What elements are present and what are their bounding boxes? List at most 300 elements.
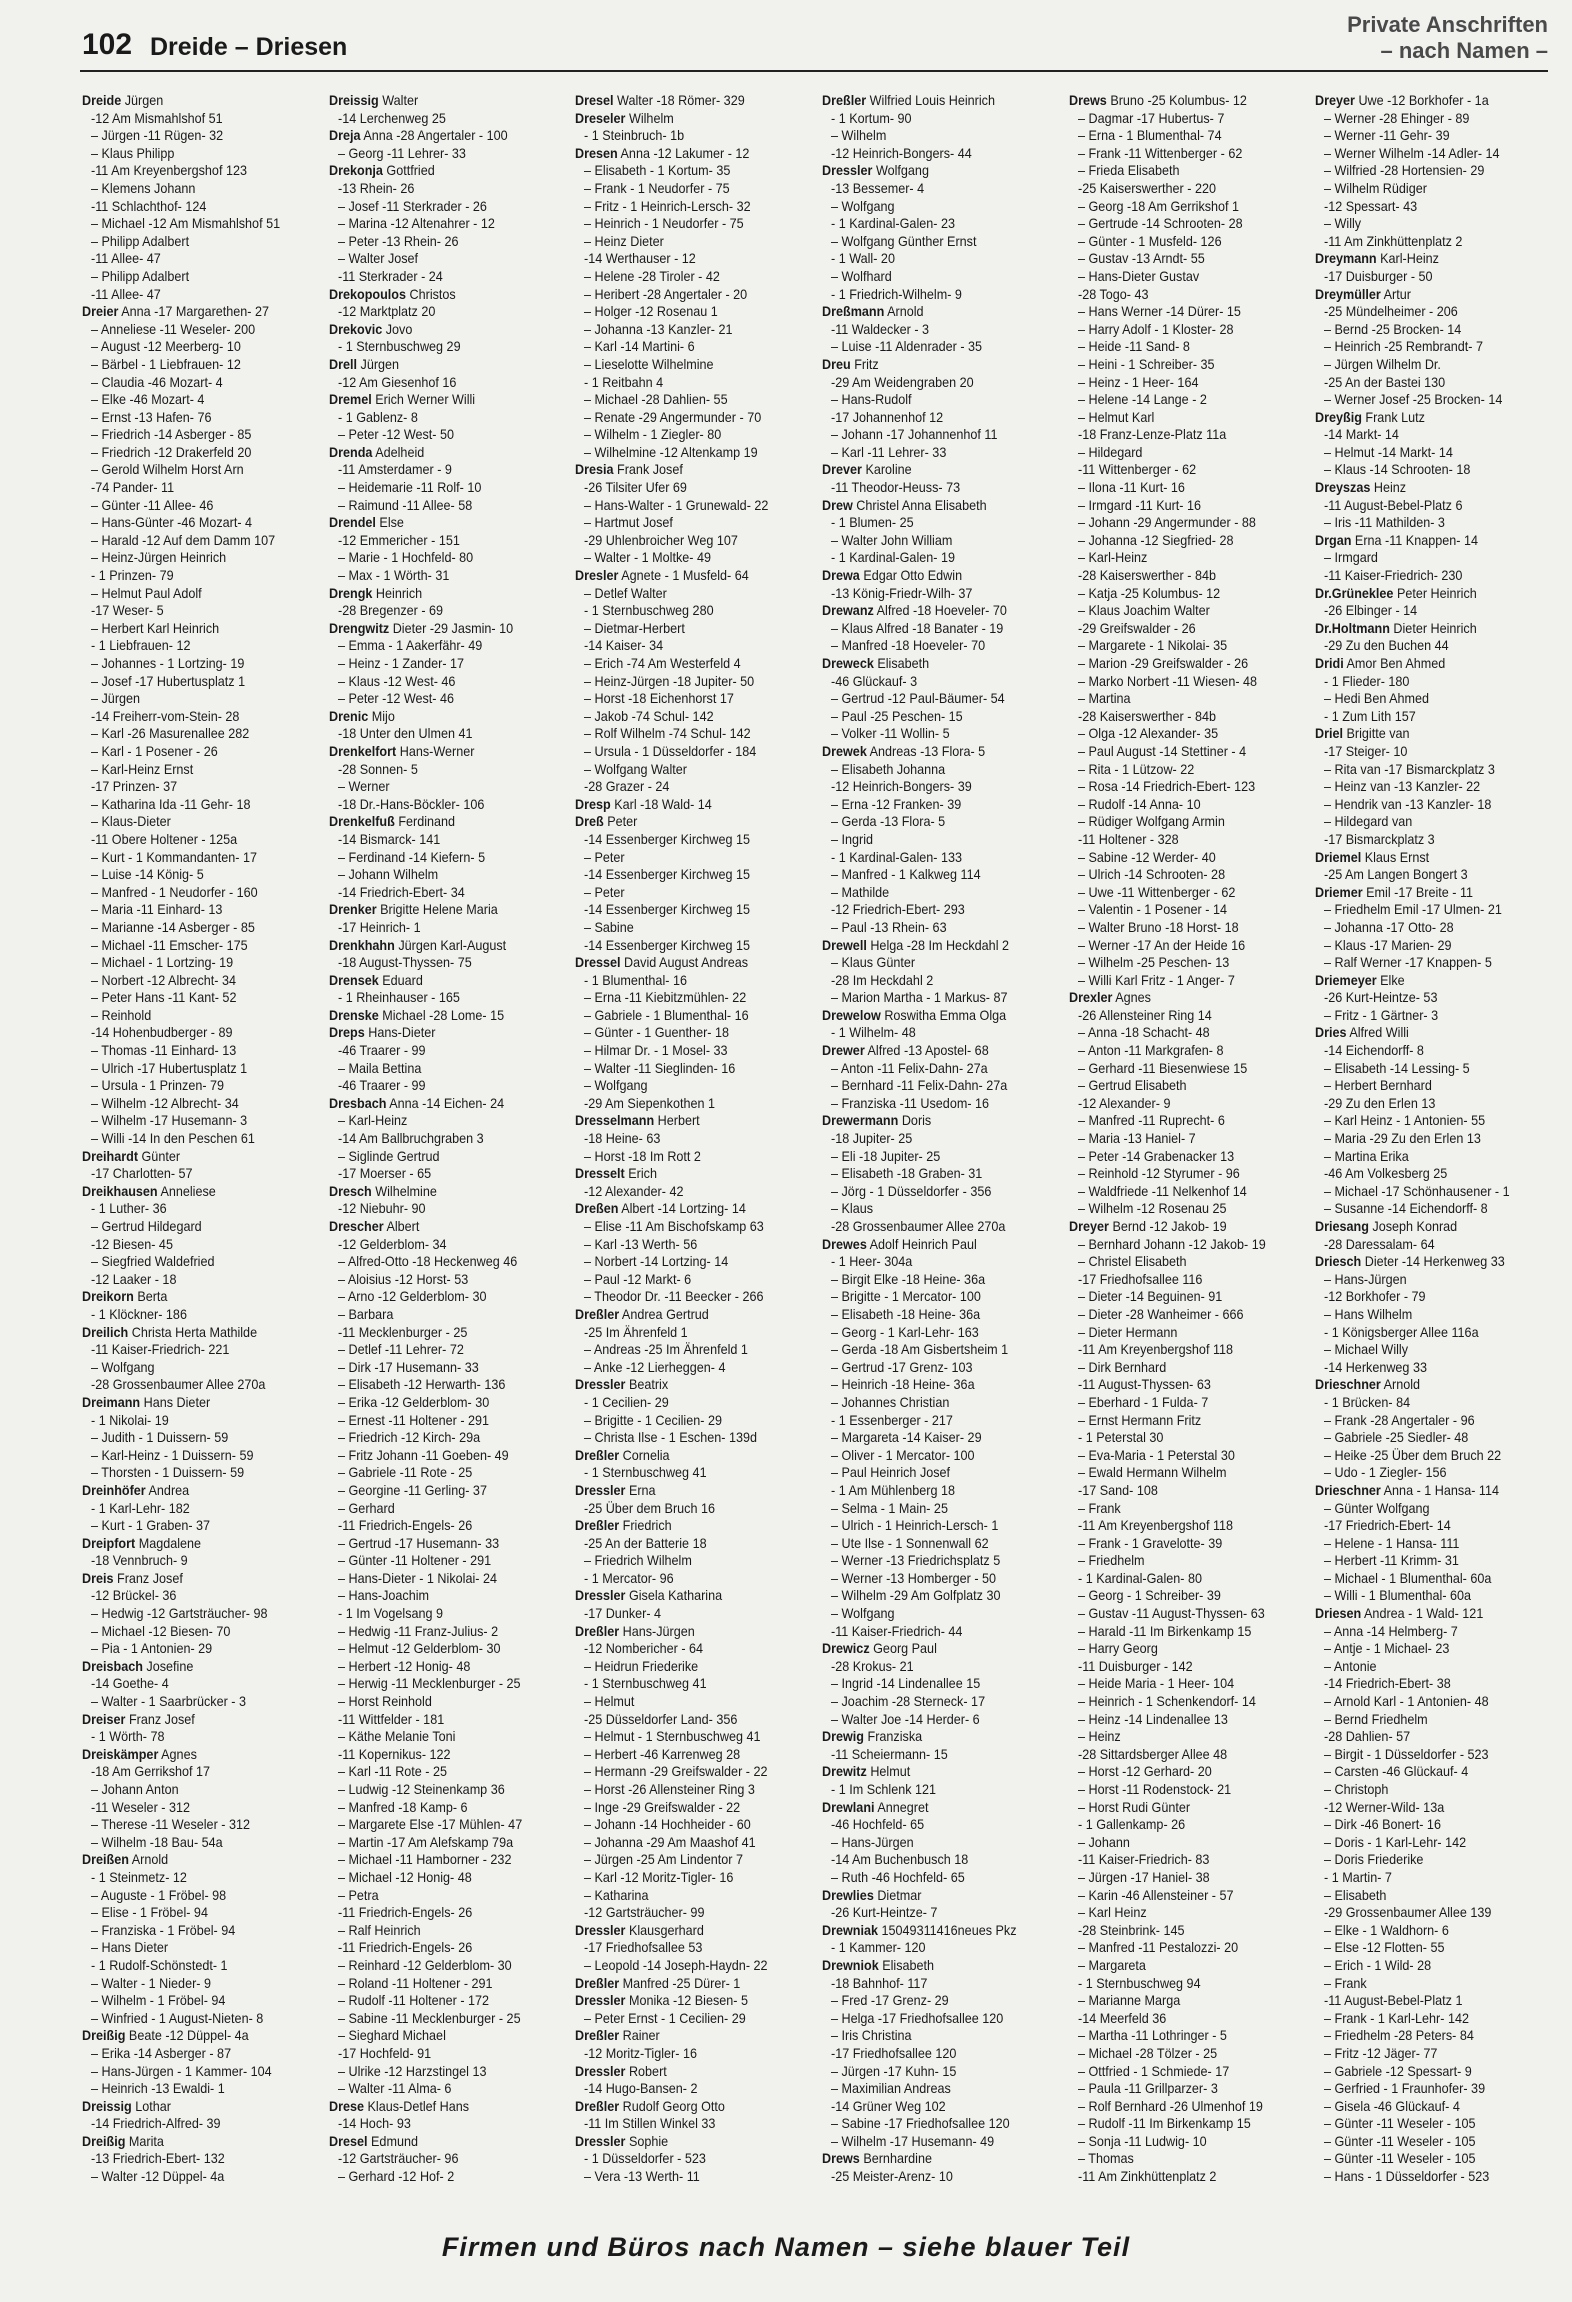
entry-details: Lothar (131, 2097, 171, 2114)
directory-entry (82, 725, 291, 743)
directory-entry (329, 1148, 538, 1166)
directory-entry (575, 110, 784, 128)
entry-details: Arnold (884, 303, 924, 320)
entry-details: – Rolf Wilhelm -74 Schul- 142 (584, 725, 752, 742)
directory-entry (1315, 1816, 1524, 1834)
entry-details: - 1 Martin- 7 (1324, 1868, 1393, 1885)
directory-entry (1315, 1799, 1524, 1817)
entry-details: – Erna -12 Franken- 39 (831, 795, 962, 812)
directory-entry (1315, 1957, 1524, 1975)
entry-details: – Wilhelm - 1 Ziegler- 80 (584, 426, 722, 443)
directory-entry (329, 444, 538, 462)
directory-columns (82, 92, 1548, 2202)
entry-details: – Gisela -46 Glückauf- 4 (1324, 2097, 1461, 2114)
directory-entry (1069, 215, 1278, 233)
directory-entry (1315, 1412, 1524, 1430)
entry-details: – Werner -13 Homberger - 50 (831, 1569, 997, 1586)
entry-details: Doris (898, 1112, 932, 1129)
directory-entry (822, 954, 1031, 972)
entry-details: – Hans-Jürgen - 1 Kammer- 104 (91, 2062, 272, 2079)
directory-entry (1069, 2010, 1278, 2028)
directory-entry (82, 585, 291, 603)
entry-details: Franz Josef (125, 1710, 195, 1727)
entry-surname: Dresler (575, 567, 619, 584)
directory-entry (82, 1904, 291, 1922)
entry-details: – Renate -29 Angermunder - 70 (584, 408, 762, 425)
entry-details: – Herbert -12 Honig- 48 (337, 1657, 471, 1674)
entry-details: Alfred -18 Hoeveler- 70 (873, 602, 1007, 619)
entry-details: – Günter -11 Holtener - 291 (337, 1552, 491, 1569)
entry-surname: Drever (822, 461, 862, 478)
entry-details: – Fred -17 Grenz- 29 (831, 1992, 949, 2009)
directory-entry (1069, 1640, 1278, 1658)
directory-column-5 (1069, 92, 1278, 2202)
entry-details: – Alfred-Otto -18 Heckenweg 46 (337, 1253, 517, 1270)
directory-entry (575, 514, 784, 532)
entry-details: – Thomas -11 Einhard- 13 (91, 1042, 237, 1059)
directory-entry (329, 374, 538, 392)
entry-details: Adolf Heinrich Paul (866, 1235, 977, 1252)
entry-details: – Günter -11 Weseler - 105 (1324, 2132, 1476, 2149)
entry-details: Frank Josef (613, 461, 684, 478)
directory-entry (1315, 620, 1524, 638)
directory-entry (1315, 1552, 1524, 1570)
directory-entry (1069, 1781, 1278, 1799)
entry-details: – Michael -12 Biesen- 70 (91, 1622, 231, 1639)
directory-entry (82, 532, 291, 550)
entry-details: - 1 Heer- 304a (831, 1253, 913, 1270)
entry-details: -14 Werthauser - 12 (584, 250, 697, 267)
entry-details: Andreas -13 Flora- 5 (866, 742, 986, 759)
entry-details: – Dirk Bernhard (1077, 1358, 1166, 1375)
entry-details: – Luise -11 Aldenrader - 35 (831, 338, 983, 355)
entry-surname: Drgan (1315, 531, 1352, 548)
entry-details: -12 Borkhofer - 79 (1324, 1288, 1426, 1305)
directory-entry (82, 1623, 291, 1641)
entry-details: -14 Markt- 14 (1324, 426, 1400, 443)
entry-details: Erich (625, 1165, 658, 1182)
directory-entry (575, 919, 784, 937)
entry-details: – Jürgen (91, 690, 141, 707)
directory-entry (329, 585, 538, 603)
entry-details: – Dirk -46 Bonert- 16 (1324, 1816, 1442, 1833)
entry-details: -12 Marktplatz 20 (337, 303, 436, 320)
entry-details: – Ingrid (831, 830, 874, 847)
directory-entry (822, 198, 1031, 216)
directory-entry (575, 233, 784, 251)
entry-details: – Ulrich - 1 Heinrich-Lersch- 1 (831, 1517, 999, 1534)
directory-entry (82, 919, 291, 937)
directory-entry (575, 1253, 784, 1271)
directory-entry (1315, 2063, 1524, 2081)
entry-surname: Driesang (1315, 1218, 1370, 1234)
directory-entry (329, 532, 538, 550)
entry-details: -25 An der Batterie 18 (584, 1534, 707, 1551)
directory-entry (1315, 1130, 1524, 1148)
entry-details: -11 Amsterdamer - 9 (337, 461, 452, 478)
entry-details: Agnes (1112, 989, 1151, 1006)
entry-surname: Drensek (328, 971, 379, 988)
entry-surname: Dreißen (82, 1851, 129, 1868)
entry-details: Peter (604, 813, 638, 830)
directory-entry (329, 549, 538, 567)
entry-details: – Gerda -13 Flora- 5 (831, 813, 946, 830)
entry-surname: Drewlani (822, 1798, 875, 1815)
entry-details: -14 Eichendorff- 8 (1324, 1042, 1425, 1059)
directory-entry (1069, 1112, 1278, 1130)
entry-details: – Elke -46 Mozart- 4 (91, 391, 205, 408)
entry-details: – Werner -17 An der Heide 16 (1077, 936, 1245, 953)
entry-details: -11 Weseler - 312 (91, 1798, 190, 1815)
entry-surname: Dreide (82, 92, 122, 108)
entry-details: – Bernhard -11 Felix-Dahn- 27a (831, 1077, 1008, 1094)
entry-details: – Hans Werner -14 Dürer- 15 (1077, 303, 1241, 320)
directory-entry (1315, 1887, 1524, 1905)
entry-details: -17 Weser- 5 (91, 602, 164, 619)
entry-surname: Drenkelfort (328, 742, 396, 759)
directory-entry (1315, 426, 1524, 444)
entry-details: – Walter John William (831, 531, 953, 548)
entry-details: Alfred -13 Apostel- 68 (864, 1042, 989, 1059)
entry-details: -29 Greifswalder - 26 (1077, 619, 1196, 636)
entry-details: – Ernest -11 Holtener - 291 (337, 1411, 489, 1428)
directory-entry (329, 1781, 538, 1799)
directory-entry (329, 1992, 538, 2010)
directory-entry (82, 972, 291, 990)
directory-entry (329, 1605, 538, 1623)
entry-details: Beatrix (625, 1376, 669, 1393)
directory-entry (1315, 1781, 1524, 1799)
directory-entry (575, 937, 784, 955)
entry-details: Annegret (874, 1798, 929, 1815)
entry-details: – Werner Wilhelm -14 Adler- 14 (1324, 144, 1500, 161)
directory-entry (575, 1060, 784, 1078)
entry-surname: Drews (1068, 92, 1107, 108)
entry-details: – Emma - 1 Aakerfähr- 49 (337, 637, 482, 654)
entry-details: Jürgen (121, 92, 164, 108)
directory-entry (329, 321, 538, 339)
entry-details: – Ernst Hermann Fritz (1077, 1411, 1201, 1428)
directory-entry (1315, 1587, 1524, 1605)
directory-entry (1315, 778, 1524, 796)
directory-entry (822, 409, 1031, 427)
entry-details: -28 Kaiserswerther - 84b (1077, 707, 1216, 724)
directory-entry (1315, 497, 1524, 515)
entry-details: -29 Zu den Erlen 13 (1324, 1094, 1436, 1111)
entry-details: – Johannes - 1 Lortzing- 19 (91, 655, 245, 671)
directory-entry (1069, 620, 1278, 638)
entry-surname: Drewell (822, 936, 867, 953)
entry-details: Georg Paul (869, 1640, 937, 1657)
entry-details: – Georg - 1 Schreiber- 39 (1077, 1587, 1221, 1604)
directory-entry (822, 1306, 1031, 1324)
directory-entry (1069, 461, 1278, 479)
directory-entry (822, 1183, 1031, 1201)
directory-entry (822, 1394, 1031, 1412)
entry-details: -11 Friedrich-Engels- 26 (337, 1904, 472, 1921)
directory-entry (822, 1869, 1031, 1887)
directory-entry (82, 1939, 291, 1957)
directory-entry (1069, 1130, 1278, 1148)
entry-details: – Günter - 1 Musfeld- 126 (1077, 232, 1222, 249)
directory-entry (1315, 1376, 1524, 1394)
directory-entry (329, 690, 538, 708)
directory-entry (822, 1341, 1031, 1359)
directory-entry (1315, 1570, 1524, 1588)
entry-details: – Christel Elisabeth (1077, 1253, 1187, 1270)
entry-details: -11 Kaiser-Friedrich- 230 (1324, 567, 1463, 584)
entry-details: – Andreas -25 Im Ährenfeld 1 (584, 1341, 749, 1358)
directory-entry (1315, 110, 1524, 128)
directory-entry (82, 1394, 291, 1412)
entry-details: - 1 Brücken- 84 (1324, 1393, 1411, 1410)
entry-details: – Reinhold (91, 1006, 152, 1023)
entry-surname: Dreyer (1068, 1218, 1109, 1234)
directory-entry (1069, 901, 1278, 919)
directory-entry (82, 1922, 291, 1940)
entry-details: – Werner -11 Gehr- 39 (1324, 127, 1450, 144)
directory-entry (82, 1605, 291, 1623)
entry-details: – Gabriele -11 Rote - 25 (337, 1464, 472, 1481)
entry-details: – Walter - 1 Saarbrücker - 3 (91, 1693, 246, 1710)
directory-entry (575, 1517, 784, 1535)
directory-entry (1315, 1429, 1524, 1447)
entry-details: – Marianne -14 Asberger - 85 (91, 918, 255, 935)
directory-entry (822, 268, 1031, 286)
directory-entry (1315, 1623, 1524, 1641)
directory-entry (82, 1992, 291, 2010)
directory-entry (575, 1482, 784, 1500)
directory-entry (575, 2045, 784, 2063)
entry-details: – Heinz-Jürgen -18 Jupiter- 50 (584, 672, 755, 689)
directory-entry (82, 1728, 291, 1746)
directory-entry (575, 813, 784, 831)
directory-entry (329, 1799, 538, 1817)
entry-details: - 1 Rudolf-Schönstedt- 1 (91, 1956, 228, 1973)
entry-details: – Pia - 1 Antonien- 29 (91, 1640, 213, 1657)
directory-entry (1315, 215, 1524, 233)
entry-details: -29 Zu den Buchen 44 (1324, 637, 1450, 654)
directory-entry (329, 409, 538, 427)
entry-details: Anna -14 Eichen- 24 (386, 1094, 504, 1111)
directory-entry (82, 1095, 291, 1113)
entry-details: – Hedwig -11 Franz-Julius- 2 (337, 1622, 498, 1639)
entry-details: – Hilmar Dr. - 1 Mosel- 33 (584, 1042, 728, 1059)
entry-details: – Elise -11 Am Bischofskamp 63 (584, 1218, 765, 1234)
directory-entry (1315, 1728, 1524, 1746)
entry-surname: Drewniok (822, 1956, 879, 1973)
entry-details: - 1 Wörth- 78 (91, 1728, 165, 1745)
directory-entry (82, 1271, 291, 1289)
entry-details: -14 Kaiser- 34 (584, 637, 664, 654)
entry-details: – Antonie (1324, 1657, 1377, 1674)
directory-entry (329, 1253, 538, 1271)
entry-details: - 1 Königsberger Allee 116a (1324, 1323, 1479, 1340)
entry-details: – Johann Wilhelm (337, 866, 438, 883)
directory-entry (575, 1587, 784, 1605)
entry-details: Bernd -12 Jakob- 19 (1108, 1218, 1227, 1234)
entry-details: Manfred -25 Dürer- 1 (619, 1974, 741, 1991)
directory-entry (1315, 1183, 1524, 1201)
entry-surname: Drewek (822, 742, 867, 759)
directory-entry (575, 1746, 784, 1764)
directory-entry (575, 1359, 784, 1377)
entry-details: -11 August-Bebel-Platz 6 (1324, 496, 1463, 513)
directory-entry (1069, 655, 1278, 673)
entry-details: -28 Daressalam- 64 (1324, 1235, 1436, 1252)
entry-details: -14 Am Buchenbusch 18 (831, 1851, 969, 1868)
directory-entry (575, 461, 784, 479)
entry-details: – Ruth -46 Hochfeld- 65 (831, 1868, 965, 1885)
entry-surname: Driesen (1315, 1605, 1362, 1622)
entry-details: – Horst Rudi Günter (1077, 1798, 1190, 1815)
directory-entry (575, 1728, 784, 1746)
entry-details: -46 Hochfeld- 65 (831, 1816, 925, 1833)
entry-details: – Dietmar-Herbert (584, 619, 686, 636)
directory-entry (822, 1535, 1031, 1553)
entry-details: -12 Niebuhr- 90 (337, 1200, 426, 1217)
entry-details: – Elisabeth (1324, 1886, 1387, 1903)
directory-entry (329, 1429, 538, 1447)
entry-details: – Ernst -13 Hafen- 76 (91, 408, 212, 425)
entry-details: - 1 Kardinal-Galen- 133 (831, 848, 962, 865)
directory-entry (1315, 1112, 1524, 1130)
directory-entry (1069, 708, 1278, 726)
directory-entry (82, 673, 291, 691)
entry-details: Wolfgang (872, 162, 929, 179)
directory-entry (822, 1992, 1031, 2010)
entry-details: -17 Friedrich-Ebert- 14 (1324, 1517, 1452, 1534)
directory-entry (575, 1992, 784, 2010)
entry-details: – Sieghard Michael (337, 2027, 446, 2044)
entry-details: – Ralf Werner -17 Knappen- 5 (1324, 954, 1493, 971)
entry-details: -12 Laaker - 18 (91, 1270, 177, 1287)
entry-details: – Michael -11 Emscher- 175 (91, 936, 248, 953)
entry-details: – Walter Bruno -18 Horst- 18 (1077, 918, 1239, 935)
directory-entry (329, 1324, 538, 1342)
entry-details: – Klaus Philipp (91, 144, 175, 161)
directory-entry (329, 145, 538, 163)
entry-details: Elisabeth (873, 655, 930, 671)
entry-details: – Udo - 1 Ziegler- 156 (1324, 1464, 1447, 1481)
entry-details: – Gerhard -11 Biesenwiese 15 (1077, 1059, 1247, 1076)
entry-surname: Dreu (822, 355, 851, 372)
entry-details: -14 Hohenbudberger - 89 (91, 1024, 233, 1041)
directory-entry (82, 849, 291, 867)
entry-details: -11 Kopernikus- 122 (337, 1745, 451, 1762)
page-header (0, 0, 1572, 72)
entry-details: – Hermann -29 Greifswalder - 22 (584, 1763, 768, 1780)
directory-entry (82, 2115, 291, 2133)
entry-surname: Drewicz (822, 1640, 870, 1657)
directory-entry (575, 1341, 784, 1359)
entry-details: -26 Allensteiner Ring 14 (1077, 1006, 1212, 1023)
entry-details: – Arno -12 Gelderblom- 30 (337, 1288, 487, 1305)
directory-entry (1069, 1693, 1278, 1711)
directory-entry (329, 919, 538, 937)
entry-details: -26 Kurt-Heintze- 7 (831, 1904, 938, 1921)
directory-entry (329, 602, 538, 620)
entry-details: – Manfred -11 Pestalozzi- 20 (1077, 1939, 1238, 1956)
entry-details: – Helmut -12 Gelderblom- 30 (337, 1640, 501, 1657)
entry-details: - 1 Mercator- 96 (584, 1569, 674, 1586)
directory-entry (575, 1288, 784, 1306)
entry-details: – Margareta (1077, 1956, 1146, 1973)
entry-details: – Klaus Alfred -18 Banater - 19 (831, 619, 1004, 636)
entry-details: Walter (378, 92, 418, 108)
entry-details: Anna -28 Angertaler - 100 (360, 127, 508, 144)
entry-details: – Gertrud -12 Paul-Bäumer- 54 (831, 690, 1005, 707)
entry-details: – Olga -12 Alexander- 35 (1077, 725, 1218, 742)
directory-entry (82, 2168, 291, 2186)
directory-entry (822, 866, 1031, 884)
directory-entry (329, 2098, 538, 2116)
directory-entry (1069, 884, 1278, 902)
directory-entry (575, 567, 784, 585)
directory-entry (1069, 585, 1278, 603)
entry-details: Wilhelm (625, 109, 675, 126)
entry-details: – Hans-Günter -46 Mozart- 4 (91, 514, 253, 531)
directory-entry (1315, 1007, 1524, 1025)
directory-entry (1315, 1077, 1524, 1095)
entry-details: Klausgerhard (625, 1921, 705, 1938)
entry-details: – Heide Maria - 1 Heer- 104 (1077, 1675, 1234, 1692)
directory-entry (822, 585, 1031, 603)
entry-details: – Heidrun Friederike (584, 1657, 699, 1674)
directory-entry (575, 444, 784, 462)
directory-entry (1069, 549, 1278, 567)
directory-entry (822, 1376, 1031, 1394)
entry-details: – Erna - 1 Blumenthal- 74 (1077, 127, 1222, 144)
directory-entry (1069, 250, 1278, 268)
entry-details: Heinrich (372, 584, 422, 601)
entry-details: – Hildegard (1077, 443, 1143, 460)
entry-details: – Walter -11 Alma- 6 (337, 2080, 452, 2097)
entry-details: - 1 Karl-Lehr- 182 (91, 1499, 190, 1516)
directory-entry (575, 145, 784, 163)
directory-entry (575, 725, 784, 743)
entry-surname: Dreiser (82, 1710, 126, 1727)
directory-entry (329, 1763, 538, 1781)
directory-entry (329, 1746, 538, 1764)
directory-entry (575, 954, 784, 972)
entry-details: -28 Im Heckdahl 2 (831, 971, 934, 988)
directory-entry (1069, 1412, 1278, 1430)
directory-entry (1069, 1200, 1278, 1218)
entry-surname: Dreß (575, 813, 605, 830)
section-title (1347, 12, 1548, 64)
entry-details: – Karl -26 Masurenallee 282 (91, 725, 250, 742)
entry-details: – Heinrich -25 Rembrandt- 7 (1324, 338, 1484, 355)
entry-surname: Dreßler (575, 1974, 620, 1991)
entry-details: – Heinrich -13 Ewaldi- 1 (91, 2080, 225, 2097)
directory-entry (822, 1799, 1031, 1817)
entry-details: – Heide -11 Sand- 8 (1077, 338, 1190, 355)
entry-details: -28 Kaiserswerther - 84b (1077, 567, 1216, 584)
directory-entry (82, 778, 291, 796)
directory-entry (822, 1552, 1031, 1570)
entry-surname: Drengk (328, 584, 373, 601)
directory-entry (329, 162, 538, 180)
entry-details: – Michael -11 Hamborner - 232 (337, 1851, 512, 1868)
directory-entry (82, 1077, 291, 1095)
entry-details: -28 Krokus- 21 (831, 1657, 914, 1674)
directory-entry (82, 1253, 291, 1271)
directory-entry (82, 1148, 291, 1166)
entry-surname: Dressler (575, 1992, 626, 2009)
directory-entry (822, 1447, 1031, 1465)
entry-details: – Philipp Adalbert (91, 267, 190, 284)
